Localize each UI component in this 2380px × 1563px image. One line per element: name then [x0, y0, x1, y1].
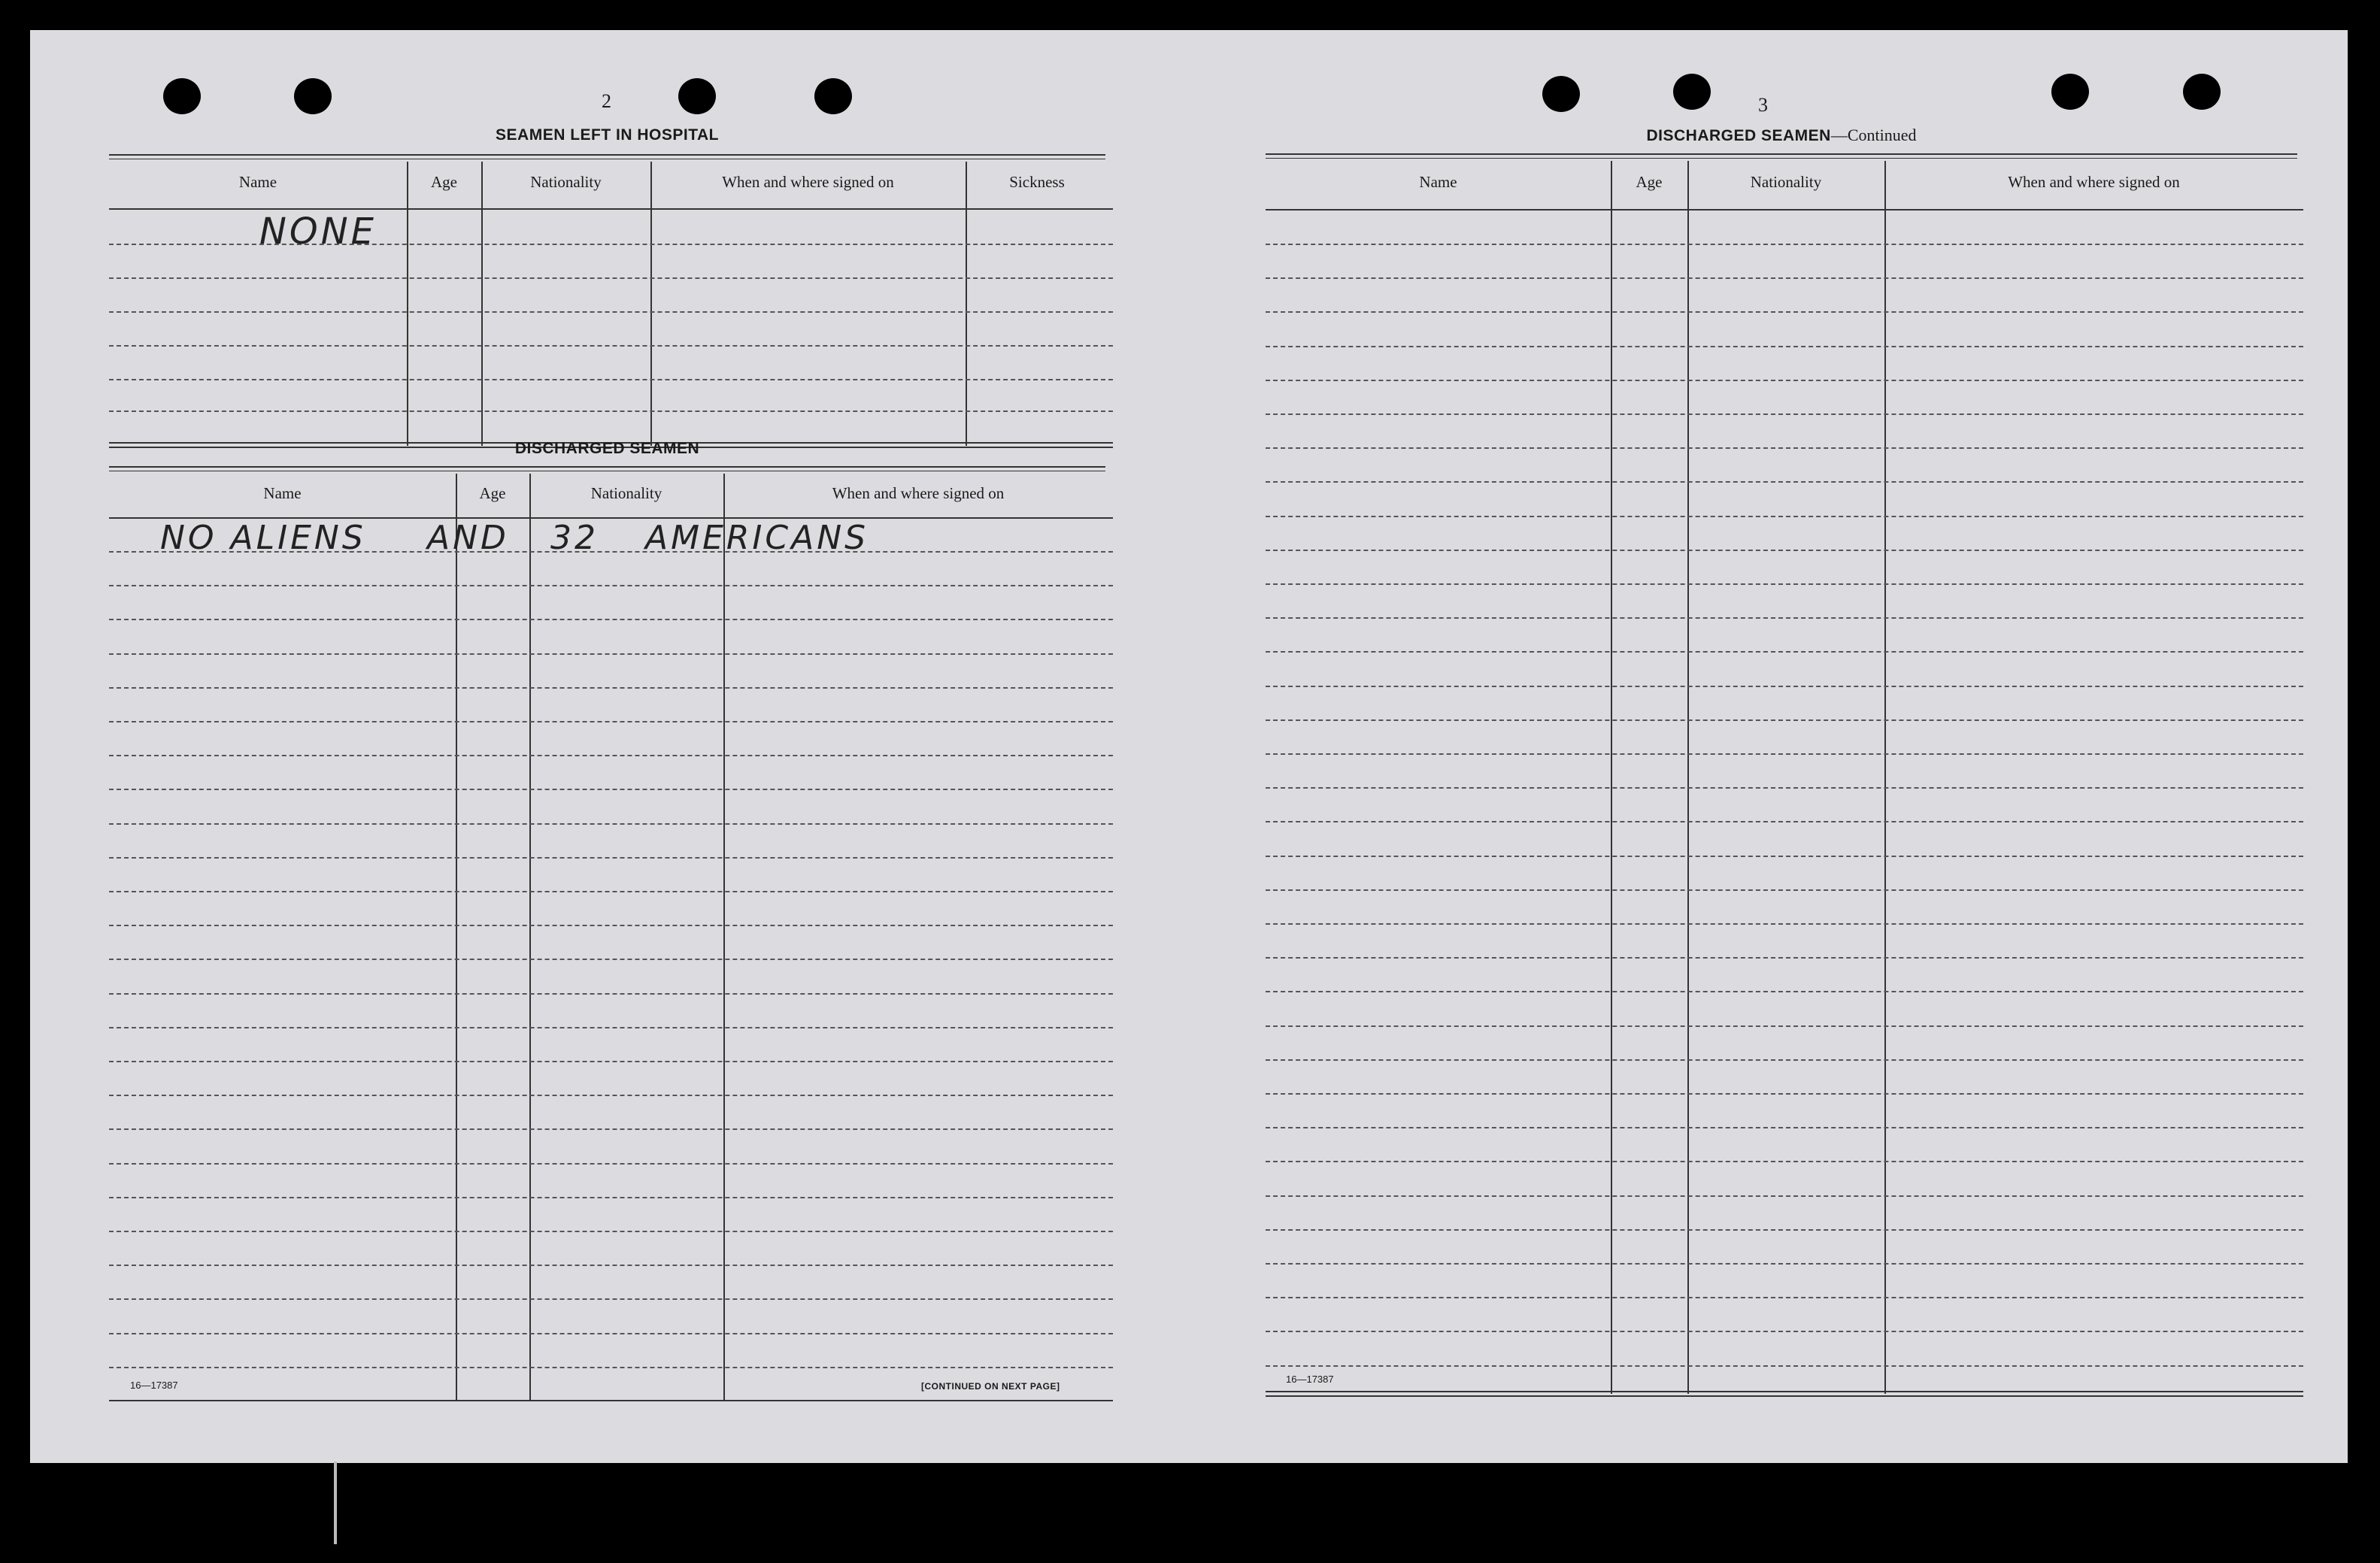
column-header: Sickness — [1009, 173, 1065, 191]
handwritten-entry: NONE — [259, 211, 377, 253]
section-title-suffix: —Continued — [1830, 126, 1917, 144]
table-row-line — [109, 619, 1113, 620]
table-row-line — [109, 891, 1113, 892]
column-header: Age — [479, 484, 506, 502]
table-row-line — [1266, 380, 2303, 381]
form-number: 16—17387 — [130, 1380, 178, 1391]
table-row-line — [109, 1333, 1113, 1334]
table-row-line — [109, 1061, 1113, 1062]
document-sheet — [30, 30, 2348, 1463]
table-row-line — [1266, 277, 2303, 279]
table-row-line — [1266, 516, 2303, 517]
section-title: DISCHARGED SEAMEN — [514, 440, 700, 457]
punch-hole — [678, 78, 716, 114]
table-row-line — [109, 755, 1113, 756]
table-row-line — [109, 1163, 1113, 1165]
table-row-line — [109, 653, 1113, 655]
column-header: Nationality — [1750, 173, 1822, 191]
table-row-line — [1266, 1331, 2303, 1332]
table-row-line — [109, 1367, 1113, 1368]
table-row-line — [109, 687, 1113, 689]
table-row-line — [109, 959, 1113, 960]
table-row-line — [1266, 787, 2303, 789]
table-row-line — [1266, 1025, 2303, 1027]
section-title-text: DISCHARGED SEAMEN — [1646, 127, 1831, 144]
punch-hole — [814, 78, 852, 114]
table-row-line — [109, 1128, 1113, 1130]
table-row-line — [1266, 753, 2303, 755]
continued-note: [CONTINUED ON NEXT PAGE] — [921, 1381, 1060, 1392]
table-row-line — [1266, 311, 2303, 313]
table-row-line — [1266, 346, 2303, 347]
table-row-line — [109, 857, 1113, 859]
punch-hole — [163, 78, 201, 114]
table-row-line — [109, 925, 1113, 926]
handwritten-entry: AND — [427, 519, 509, 557]
table-row-line — [1266, 1365, 2303, 1367]
table-row-line — [1266, 1093, 2303, 1095]
table-row-line — [1266, 651, 2303, 653]
punch-hole — [294, 78, 332, 114]
table-row-line — [1266, 719, 2303, 721]
table-row-line — [109, 823, 1113, 825]
table-row-line — [1266, 1195, 2303, 1197]
form-number: 16—17387 — [1286, 1374, 1334, 1385]
table-row-line — [1266, 686, 2303, 687]
table-row-line — [109, 1265, 1113, 1266]
column-header: Nationality — [530, 173, 602, 191]
table-row-line — [1266, 957, 2303, 959]
table-row-line — [1266, 1229, 2303, 1231]
table-row-line — [109, 1197, 1113, 1198]
table-row-line — [109, 993, 1113, 995]
table-row-line — [109, 585, 1113, 586]
table-row-line — [1266, 481, 2303, 483]
handwritten-entry: 32 — [550, 519, 599, 557]
table-row-line — [1266, 583, 2303, 585]
column-header: Age — [431, 173, 457, 191]
page-number: 3 — [1758, 94, 1768, 116]
table-row-line — [1266, 1297, 2303, 1298]
table-row-line — [1266, 856, 2303, 857]
table-row-line — [109, 1298, 1113, 1300]
table-row-line — [1266, 550, 2303, 551]
table-row-line — [1266, 821, 2303, 822]
table-row-line — [1266, 1263, 2303, 1265]
handwritten-entry: NO ALIENS — [160, 519, 366, 557]
column-header: When and where signed on — [832, 484, 1005, 502]
table-row-line — [109, 1095, 1113, 1096]
table-row-line — [1266, 244, 2303, 245]
table-row-line — [1266, 991, 2303, 992]
column-header: When and where signed on — [722, 173, 894, 191]
table-row-line — [1266, 1127, 2303, 1128]
table-row-line — [109, 789, 1113, 790]
column-header: Name — [1419, 173, 1457, 191]
column-header: When and where signed on — [2008, 173, 2180, 191]
column-header: Name — [238, 173, 277, 191]
column-header: Age — [1636, 173, 1663, 191]
punch-hole — [1673, 74, 1711, 110]
section-title: SEAMEN LEFT IN HOSPITAL — [496, 126, 719, 144]
table-row-line — [109, 1027, 1113, 1028]
punch-hole — [2183, 74, 2221, 110]
binding-mark — [334, 1462, 337, 1544]
punch-hole — [2051, 74, 2089, 110]
table-row-line — [1266, 617, 2303, 619]
table-row-line — [1266, 1161, 2303, 1162]
column-header: Name — [263, 484, 302, 502]
table-row-line — [1266, 413, 2303, 415]
section-title — [1266, 126, 2297, 145]
column-header: Nationality — [590, 484, 662, 502]
table-row-line — [1266, 447, 2303, 449]
handwritten-entry: AMERICANS — [645, 519, 869, 557]
table-row-line — [109, 721, 1113, 722]
table-row-line — [1266, 1059, 2303, 1061]
table-row-line — [1266, 923, 2303, 925]
page-number: 2 — [602, 90, 611, 112]
punch-hole — [1542, 76, 1580, 112]
table-row-line — [109, 1231, 1113, 1232]
table-row-line — [1266, 889, 2303, 891]
